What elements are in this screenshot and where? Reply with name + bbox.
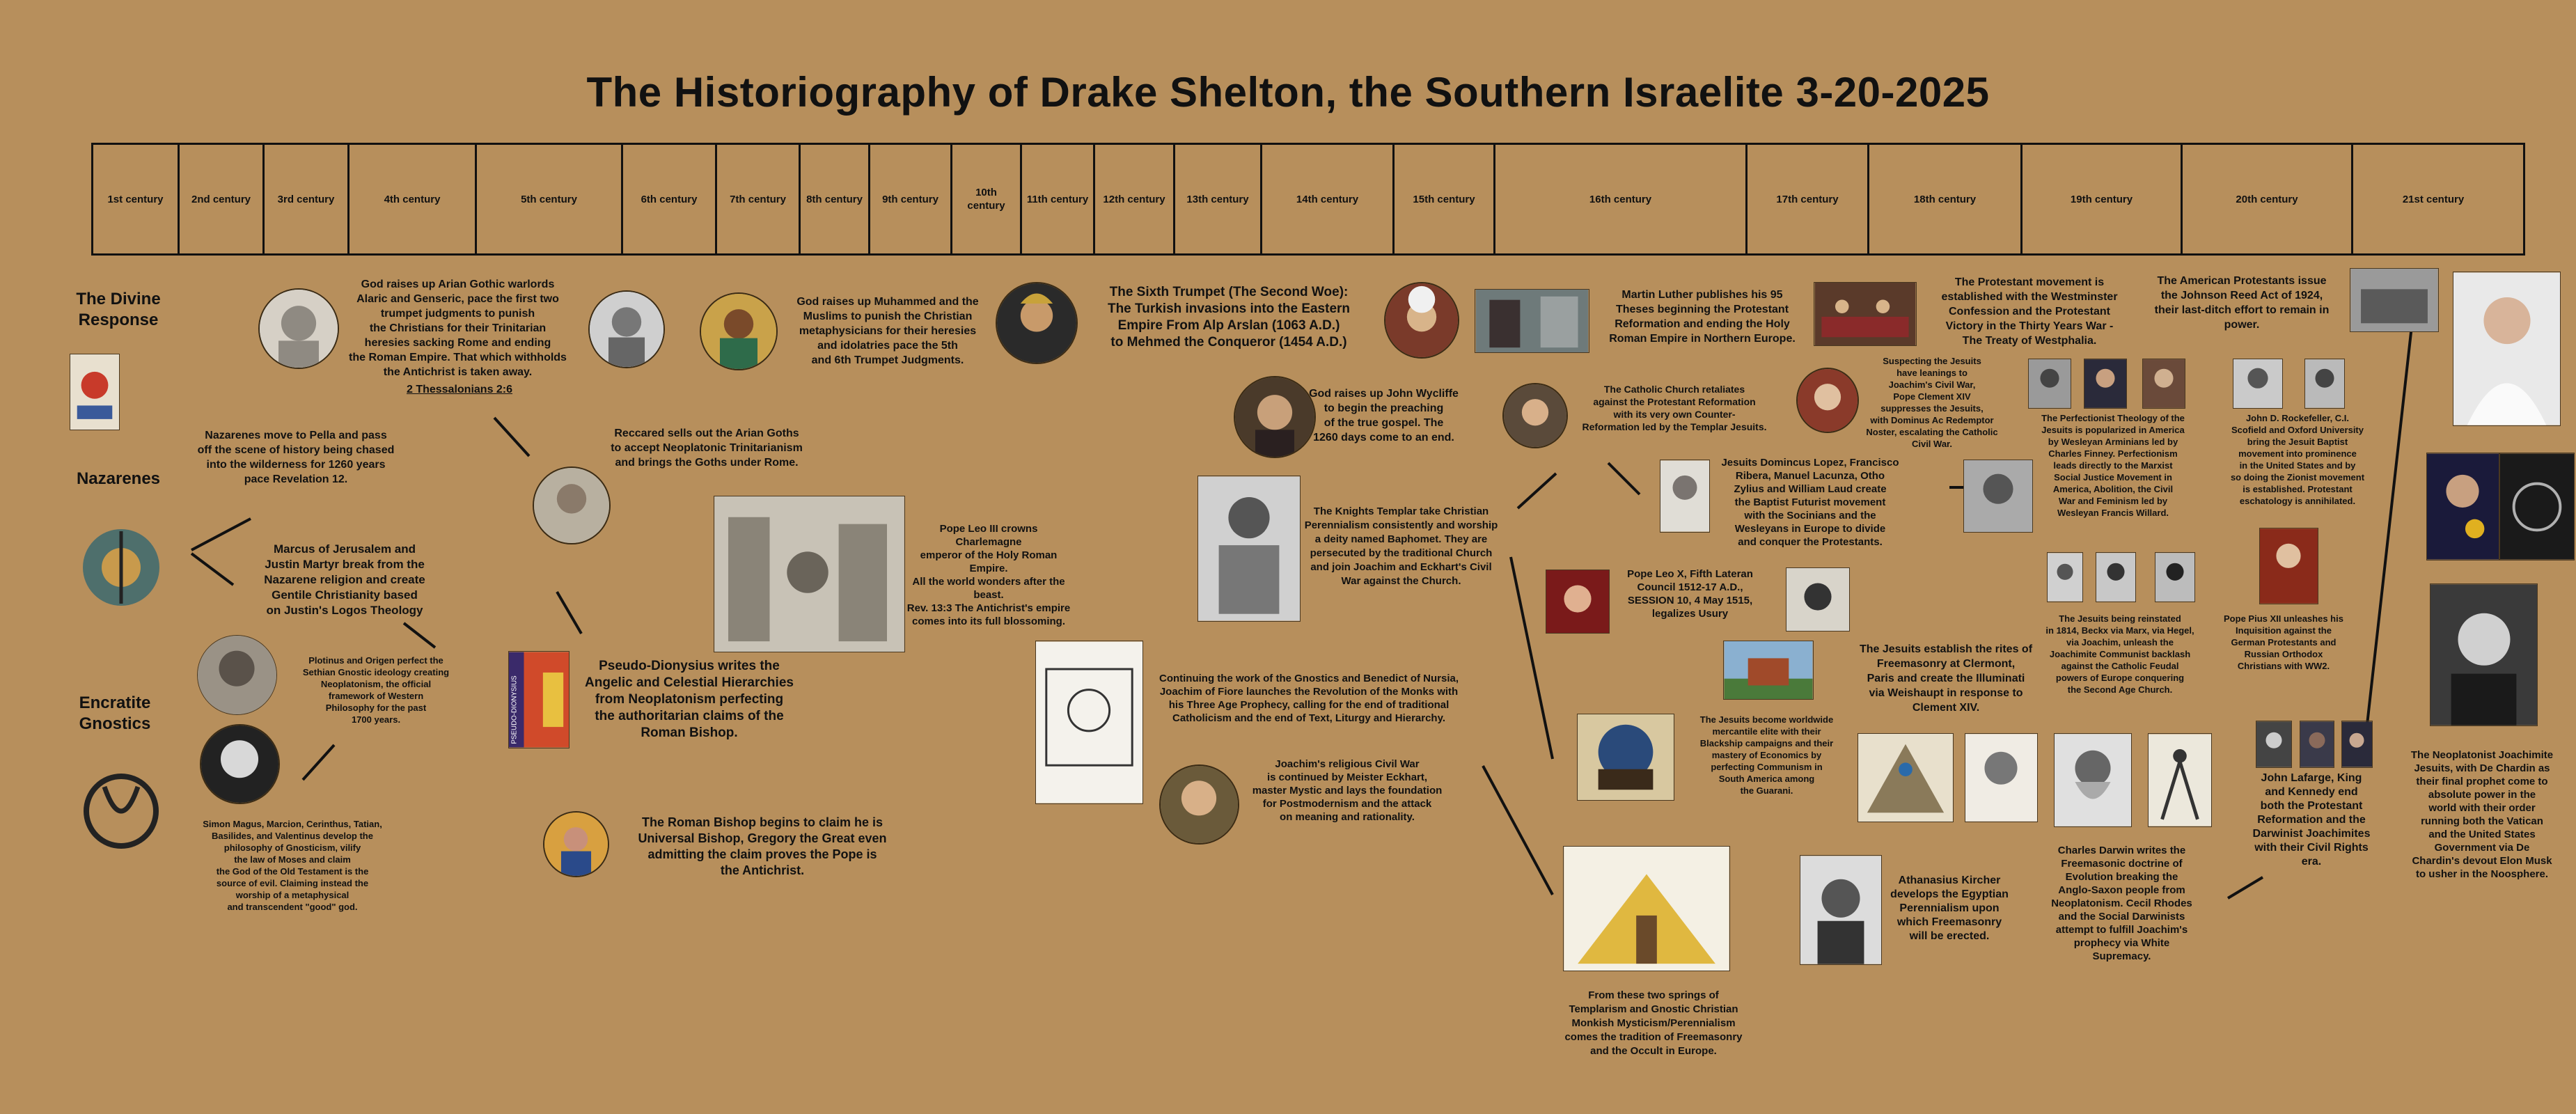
weishaupt-portrait xyxy=(1965,733,2038,822)
event-illuminati: The Jesuits establish the rites of Freemasonry at Clermont, Paris and create the Illuminati via Weishaupt in response to Clement XIV. xyxy=(1859,643,2033,714)
event-leo-x: Pope Leo X, Fifth Lateran Council 1512-17 A.D., SESSION 10, 4 May 1515, legalizes Usury xyxy=(1627,568,1753,620)
darwin-portrait xyxy=(2054,733,2132,827)
event-perfectionist: The Perfectionist Theology of the Jesuits is popularized in America by Wesleyan Arminians led by Charles Finney. Perfectionism leads directly to the Marxist Social Justice Movement in America, Abolition, the Civil War and Feminism led by Wesleyan Francis Willard. xyxy=(2041,413,2185,518)
event-blackship: The Jesuits become worldwide mercantile elite with their Blackship campaigns and their mastery of Economics by perfecting Communism in South America among the Guarani. xyxy=(1699,714,1834,796)
event-two-springs: From these two springs of Templarism and Gnostic Christian Monkish Mysticism/Perennialism comes the tradition of Freemasonry and the Occult in Europe. xyxy=(1564,989,1743,1057)
muhammed-portrait xyxy=(700,292,778,370)
century-cell-3: 3rd century xyxy=(265,145,350,253)
gregory-the-great-icon xyxy=(543,811,609,877)
event-darwin: Charles Darwin writes the Freemasonic doctrine of Evolution breaking the Anglo-Saxon people from Neoplatonism. Cecil Rhodes and the Social Darwinists attempt to fulfill Joachim's prophecy via White Supremacy. xyxy=(2051,845,2192,962)
event-arian-goths-ref: 2 Thessalonians 2:6 xyxy=(406,384,513,395)
clermont-college-image xyxy=(1723,641,1814,700)
event-neoplatonist-jesuits: The Neoplatonist Joachimite Jesuits, with De Chardin as their final prophet come to absolute power in the world with their order running both the Vatican and the United States Government via De Chardin's devout Elon Musk to usher in the Noosphere. xyxy=(2410,749,2554,880)
gothic-warlord-portrait xyxy=(588,290,665,368)
event-marcus: Marcus of Jerusalem and Justin Martyr break from the Nazarene religion and create Gentile Christianity based on Justin's Logos Theology xyxy=(264,542,425,617)
nazarene-emblem-image xyxy=(70,519,173,616)
simon-magus-portrait xyxy=(200,724,280,804)
event-counter-reformation: The Catholic Church retaliates against the Protestant Reformation with its very own Counter- Reformation led by the Templar Jesuits. xyxy=(1582,384,1767,432)
pseudo-dionysius-book xyxy=(508,651,570,748)
event-simon-magus: Simon Magus, Marcion, Cerinthus, Tatian, Basilides, and Valentinus develop the philosophy of Gnosticism, vilify the law of Moses and claim the God of the Old Testament is the source of evil. Claiming instead the worship of a metaphysical and transcendent "good" god. xyxy=(203,819,382,912)
rockefeller-portrait xyxy=(2233,359,2283,409)
luther-theses-image xyxy=(1475,289,1589,353)
event-joachim: Continuing the work of the Gnostics and Benedict of Nursia, Joachim of Fiore launches the Revolution of the Monks with his Three Age Prophecy, calling for the end of traditional Catholicism and the end of Text, Liturgy and Hierarchy. xyxy=(1159,673,1459,724)
lafarge-portrait xyxy=(2256,721,2292,768)
century-cell-6: 6th century xyxy=(623,145,717,253)
page-title: The Historiography of Drake Shelton, the Southern Israelite 3-20-2025 xyxy=(586,69,1990,116)
century-cell-9: 9th century xyxy=(870,145,952,253)
event-westminster: The Protestant movement is established with the Westminster Confession and the Protestant Victory in the Thirty Years War - The Treaty of Westphalia. xyxy=(1941,276,2118,347)
de-chardin-portrait xyxy=(2430,583,2538,726)
century-cell-17: 17th century xyxy=(1748,145,1869,253)
event-lafarge: John Lafarge, King and Kennedy end both the Protestant Reformation and the Darwinist Joachimites with their Civil Rights era. xyxy=(2252,772,2371,868)
jesuit-lopez-portrait xyxy=(1660,460,1710,533)
event-pseudo-dionysius: Pseudo-Dionysius writes the Angelic and Celestial Hierarchies from Neoplatonism perfecting the authoritarian claims of the Roman Bishop. xyxy=(585,659,794,740)
century-cell-8: 8th century xyxy=(801,145,870,253)
perfectionist-portrait-1 xyxy=(2028,359,2071,409)
event-wycliffe: God raises up John Wycliffe to begin the preaching of the true gospel. The 1260 days come to an end. xyxy=(1309,388,1459,444)
blackship-image xyxy=(1577,714,1674,801)
century-cell-20: 20th century xyxy=(2183,145,2353,253)
illuminati-pyramid-image xyxy=(1858,733,1954,822)
jesuit-laud-portrait xyxy=(1786,567,1850,631)
hegel-portrait xyxy=(2047,552,2083,602)
century-cell-5: 5th century xyxy=(477,145,623,253)
divine-response-image xyxy=(70,354,120,430)
baphomet-engraving xyxy=(1197,476,1301,622)
plotinus-portrait xyxy=(197,635,277,715)
jesuit-futurist-portrait xyxy=(1963,460,2033,533)
event-charlemagne: Pope Leo III crowns Charlemagne emperor of the Holy Roman Empire. All the world wonders after the beast. Rev. 13:3 The Antichrist's empire comes into its full blossoming. xyxy=(906,523,1071,627)
century-cell-15: 15th century xyxy=(1395,145,1495,253)
event-muhammed: God raises up Muhammed and the Muslims to punish the Christian metaphysicians for their heresies and idolatries pace the 5th and 6th Trumpet Judgments. xyxy=(796,296,979,366)
event-roman-bishop: The Roman Bishop begins to claim he is Universal Bishop, Gregory the Great even admitting the claim proves the Pope is the Antichrist. xyxy=(638,815,887,877)
row-label-nazarenes: Nazarenes xyxy=(76,469,161,488)
arian-goth-portrait xyxy=(258,288,339,369)
row-label-encratite-gnostics: Encratite Gnostics xyxy=(79,693,151,733)
event-reinstated: The Jesuits being reinstated in 1814, Beckx via Marx, via Hegel, via Joachim, unleash the Joachimite Communist backlash against the Catholic Feudal powers of Europe conquering the Second Age Church. xyxy=(2045,613,2194,695)
mehmed-portrait xyxy=(1384,282,1459,359)
book-spine-label: PSEUDO-DIONYSIUS xyxy=(510,675,519,744)
event-kircher: Athanasius Kircher develops the Egyptian Perennialism upon which Freemasonry will be erected. xyxy=(1890,874,2009,942)
event-eckhart: Joachim's religious Civil War is continued by Meister Eckhart, master Mystic and lays the foundation for Postmodernism and the attack on meaning and rationality. xyxy=(1252,758,1443,823)
event-templar: The Knights Templar take Christian Perennialism consistently and worship a deity named Baphomet. They are persecuted by the traditional Church and join Joachim and Eckhart's Civil War against the Church. xyxy=(1304,505,1498,587)
leo-x-portrait xyxy=(1546,570,1610,634)
kennedy-portrait xyxy=(2341,721,2373,768)
loyola-portrait xyxy=(1502,383,1568,448)
event-arian-goths: God raises up Arian Gothic warlords Alaric and Genseric, pace the first two trumpet judgments to punish the Christians for their Trinitarian heresies sacking Rome and ending the Roman Empire. That which withholds the Antichrist is taken away. xyxy=(349,278,567,378)
scofield-portrait xyxy=(2304,359,2345,409)
pope-francis-image xyxy=(2453,272,2561,426)
event-suspecting-jesuits: Suspecting the Jesuits have leanings to Joachim's Civil War, Pope Clement XIV suppresses the Jesuits, with Dominus Ac Redemptor Noster, escalating the Catholic Civil War. xyxy=(1866,356,1998,449)
century-cell-2: 2nd century xyxy=(180,145,265,253)
turkish-sultan-portrait xyxy=(996,282,1078,364)
kircher-portrait xyxy=(1800,855,1882,965)
beckx-portrait xyxy=(2096,552,2136,602)
reccared-portrait xyxy=(533,466,611,544)
event-luther: Martin Luther publishes his 95 Theses beginning the Protestant Reformation and ending the Holy Roman Empire in Northern Europe. xyxy=(1609,289,1796,345)
century-cell-21: 21st century xyxy=(2402,193,2465,205)
century-cell-16: 16th century xyxy=(1495,145,1748,253)
gnostic-emblem-image xyxy=(70,759,173,856)
event-reed-act: The American Protestants issue the Johnson Reed Act of 1924, their last-ditch effort to remain in power. xyxy=(2154,275,2330,331)
row-label-divine-response: The Divine Response xyxy=(76,290,161,329)
marx-portrait xyxy=(2155,552,2195,602)
century-cell-1: 1st century xyxy=(93,145,180,253)
reccared-conversion-engraving xyxy=(714,496,905,652)
elon-musk-image xyxy=(2426,453,2499,560)
event-plotinus: Plotinus and Origen perfect the Sethian Gnostic ideology creating Neoplatonism, the official framework of Western Philosophy for the past 1700 years. xyxy=(302,655,450,725)
century-cell-4: 4th century xyxy=(350,145,477,253)
king-portrait xyxy=(2300,721,2334,768)
century-cell-7: 7th century xyxy=(717,145,801,253)
century-cell-12: 12th century xyxy=(1095,145,1175,253)
century-cell-13: 13th century xyxy=(1175,145,1262,253)
event-jesuits-lopez: Jesuits Domincus Lopez, Francisco Ribera, Manuel Lacunza, Otho Zylius and William Laud create the Baptist Futurist movement with the Socinians and the Wesleyans in Europe to divide and conquer the Protestants. xyxy=(1721,457,1899,548)
century-cell-11: 11th century xyxy=(1022,145,1095,253)
wycliffe-portrait xyxy=(1234,376,1316,458)
freemasonry-stairway-image xyxy=(1563,846,1730,971)
century-cell-19: 19th century xyxy=(2023,145,2183,253)
century-timeline xyxy=(91,143,2525,256)
event-rockefeller: John D. Rockefeller, C.I. Scofield and Oxford University bring the Jesuit Baptist movement into prominence in the United States and by so doing the Zionist movement is established. Protestant eschatology is annihilated. xyxy=(2230,413,2365,506)
pius-xii-portrait xyxy=(2259,528,2318,604)
reed-act-image xyxy=(2350,268,2439,332)
joachim-manuscript-image xyxy=(1035,641,1143,804)
perfectionist-portrait-3 xyxy=(2142,359,2185,409)
rhodes-colossus-image xyxy=(2148,733,2212,827)
eckhart-portrait xyxy=(1159,764,1239,845)
event-nazarenes-pella: Nazarenes move to Pella and pass off the scene of history being chased into the wilderness for 1260 years pace Revelation 12. xyxy=(197,430,395,485)
occult-symbol-image xyxy=(2499,453,2575,560)
event-pius-xii: Pope Pius XII unleashes his Inquisition against the German Protestants and Russian Orthodox Christians with WW2. xyxy=(2224,613,2343,671)
westminster-assembly-image xyxy=(1814,282,1917,346)
century-cell-10: 10th century xyxy=(952,145,1022,253)
event-sixth-trumpet: The Sixth Trumpet (The Second Woe): The Turkish invasions into the Eastern Empire From Alp Arslan (1063 A.D.) to Mehmed the Conqueror (1454 A.D.) xyxy=(1107,285,1351,350)
perfectionist-portrait-2 xyxy=(2084,359,2127,409)
century-cell-18: 18th century xyxy=(1869,145,2023,253)
century-cell-14: 14th century xyxy=(1262,145,1395,253)
event-reccared: Reccared sells out the Arian Goths to accept Neoplatonic Trinitarianism and brings the Goths under Rome. xyxy=(611,427,803,469)
